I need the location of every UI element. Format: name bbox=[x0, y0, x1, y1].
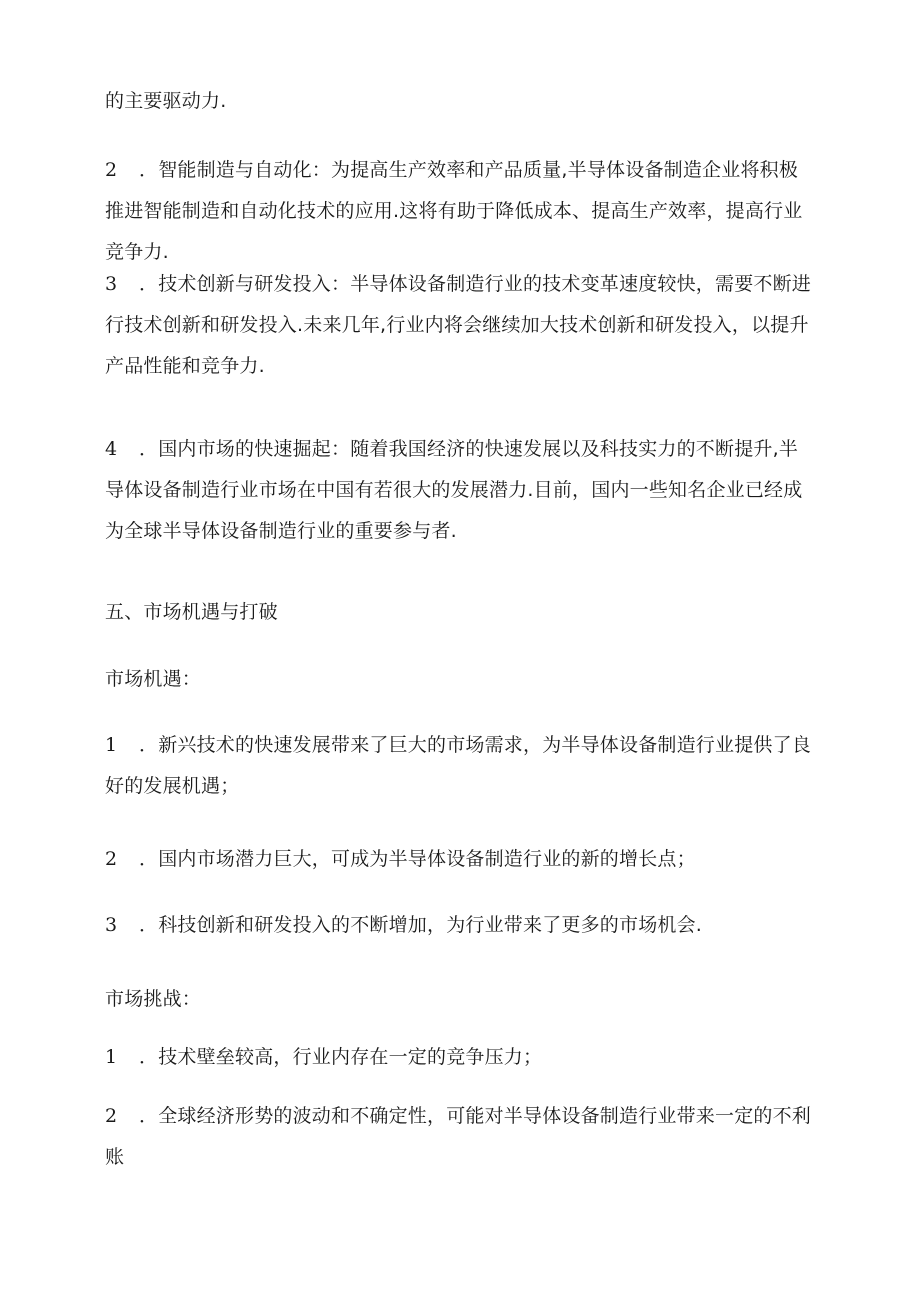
paragraph-text: ．智能制造与自动化：为提高生产效率和产品质量,半导体设备制造企业将积极推进智能制造和自动化技术的应用.这将有助于降低成本、提高生产效率，提高行业竞争力. bbox=[105, 159, 803, 263]
list-number: 3 bbox=[105, 914, 118, 936]
list-number: 2 bbox=[105, 159, 118, 181]
paragraph-smart-manufacturing bbox=[105, 150, 817, 273]
opportunity-item-3 bbox=[105, 905, 817, 946]
paragraph-text: ．技术创新与研发投入：半导体设备制造行业的技术变革速度较快，需要不断进行技术创新和研发投入.未来几年,行业内将会继续加大技术创新和研发投入，以提升产品性能和竞争力. bbox=[105, 273, 812, 377]
label-text: 市场机遇： bbox=[105, 668, 202, 690]
paragraph-tech-innovation bbox=[105, 264, 817, 387]
list-number: 2 bbox=[105, 1105, 118, 1127]
list-number: 3 bbox=[105, 273, 118, 295]
challenges-label bbox=[105, 979, 817, 1020]
list-number: 4 bbox=[105, 438, 118, 460]
list-number: 2 bbox=[105, 848, 118, 870]
list-number: 1 bbox=[105, 1046, 118, 1068]
paragraph-text: 的主要驱动力. bbox=[105, 90, 227, 112]
paragraph-text: ．国内市场潜力巨大，可成为半导体设备制造行业的新的增长点； bbox=[139, 848, 696, 870]
challenge-item-2 bbox=[105, 1096, 817, 1178]
section-heading bbox=[105, 592, 817, 633]
paragraph-text: ．全球经济形势的波动和不确定性，可能对半导体设备制造行业带来一定的不利账 bbox=[105, 1105, 812, 1168]
label-text: 市场挑战： bbox=[105, 988, 202, 1010]
heading-text: 五、市场机遇与打破 bbox=[105, 601, 278, 623]
paragraph-text: ．科技创新和研发投入的不断增加，为行业带来了更多的市场机会. bbox=[139, 914, 703, 936]
opportunity-item-2 bbox=[105, 839, 817, 880]
paragraph-text: ．技术壁垒较高，行业内存在一定的竞争压力； bbox=[139, 1046, 543, 1068]
opportunities-label bbox=[105, 659, 817, 700]
paragraph-text: ．国内市场的快速掘起：随着我国经济的快速发展以及科技实力的不断提升,半导体设备制造行业市场在中国有若很大的发展潜力.目前，国内一些知名企业已经成为全球半导体设备制造行业的重要参与者. bbox=[105, 438, 803, 542]
paragraph-text: ．新兴技术的快速发展带来了巨大的市场需求，为半导体设备制造行业提供了良好的发展机遇； bbox=[105, 734, 812, 797]
opportunity-item-1 bbox=[105, 725, 817, 807]
list-number: 1 bbox=[105, 734, 118, 756]
challenge-item-1 bbox=[105, 1037, 817, 1078]
paragraph-domestic-market bbox=[105, 429, 817, 552]
paragraph-driver-tail bbox=[105, 81, 817, 122]
